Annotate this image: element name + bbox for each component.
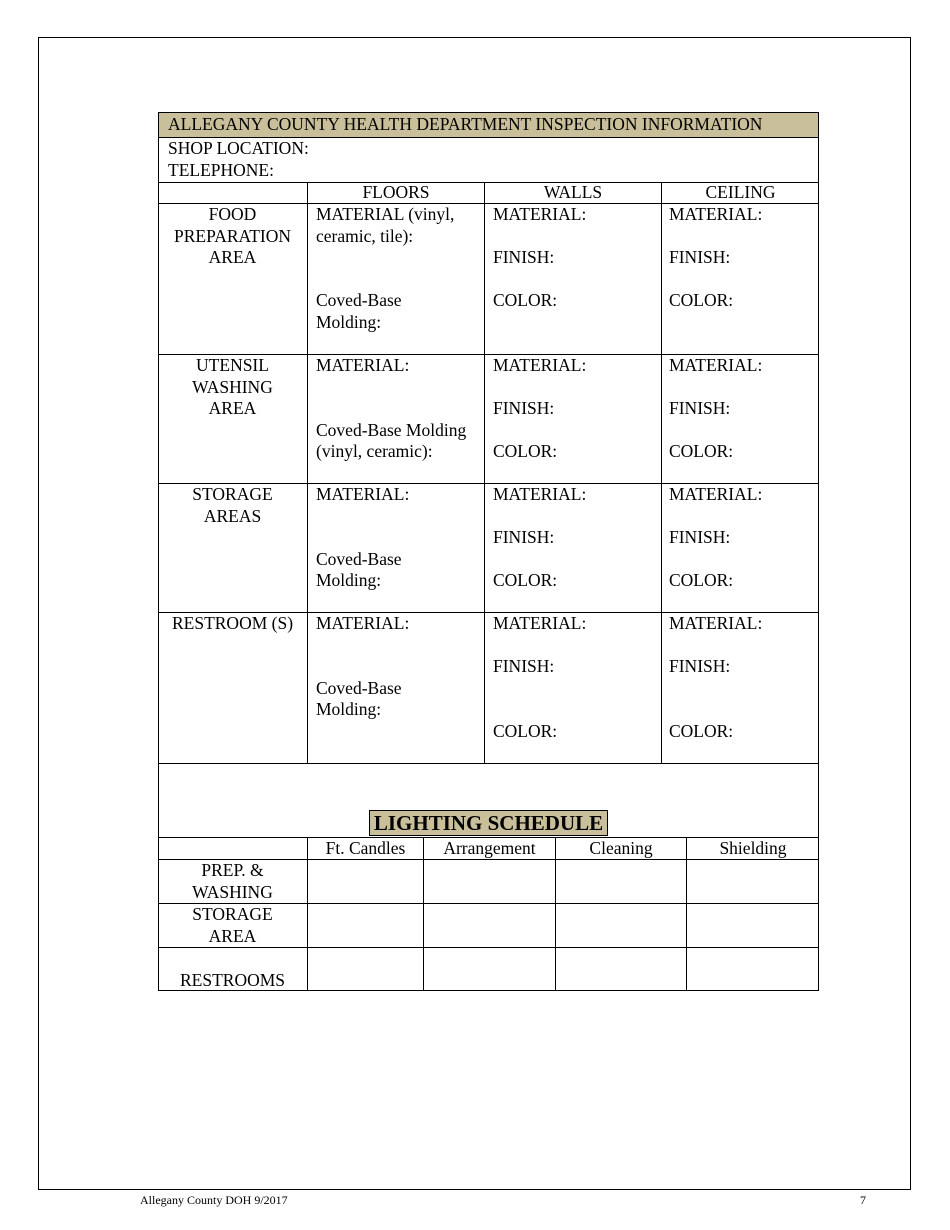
header-cleaning: Cleaning	[589, 838, 653, 858]
cell-walls-storage-areas[interactable]: MATERIAL: FINISH: COLOR:	[493, 484, 587, 590]
header-ft-candles: Ft. Candles	[325, 838, 406, 858]
inspection-form	[158, 112, 819, 991]
cell-floors-utensil-washing[interactable]: MATERIAL: Coved-Base Molding (vinyl, ceramic):	[316, 355, 467, 461]
rule	[686, 837, 687, 991]
form-title: ALLEGANY COUNTY HEALTH DEPARTMENT INSPECTION INFORMATION	[168, 114, 763, 134]
cell-ceiling-utensil-washing[interactable]: MATERIAL: FINISH: COLOR:	[669, 355, 763, 461]
header-shielding: Shielding	[719, 838, 787, 858]
footer-text: Allegany County DOH 9/2017	[140, 1193, 288, 1207]
rule	[484, 182, 485, 764]
lighting-row-storage-area: STORAGE AREA	[192, 904, 273, 946]
cell-walls-food-preparation[interactable]: MATERIAL: FINISH: COLOR:	[493, 204, 587, 310]
rule	[158, 763, 819, 764]
rule	[423, 837, 424, 991]
row-label-food-preparation: FOOD PREPARATION AREA	[173, 204, 292, 267]
cell-ceiling-food-preparation[interactable]: MATERIAL: FINISH: COLOR:	[669, 204, 763, 310]
lighting-schedule-title: LIGHTING SCHEDULE	[369, 810, 608, 836]
cell-floors-storage-areas[interactable]: MATERIAL: Coved-Base Molding:	[316, 484, 410, 590]
cell-floors-food-preparation[interactable]: MATERIAL (vinyl, ceramic, tile): Coved-Base Molding:	[316, 204, 455, 332]
header-floors: FLOORS	[362, 182, 430, 202]
shop-location-field[interactable]: SHOP LOCATION:	[168, 138, 309, 158]
cell-walls-utensil-washing[interactable]: MATERIAL: FINISH: COLOR:	[493, 355, 587, 461]
telephone-field[interactable]: TELEPHONE:	[168, 160, 274, 180]
row-label-restrooms: RESTROOM (S)	[171, 613, 294, 633]
cell-walls-restrooms[interactable]: MATERIAL: FINISH: COLOR:	[493, 613, 587, 741]
cell-ceiling-restrooms[interactable]: MATERIAL: FINISH: COLOR:	[669, 613, 763, 741]
rule	[307, 837, 308, 991]
page-number: 7	[860, 1193, 866, 1207]
lighting-row-restrooms: RESTROOMS	[179, 969, 286, 990]
rule	[555, 837, 556, 991]
lighting-row-prep-washing: PREP. & WASHING	[192, 860, 273, 902]
header-arrangement: Arrangement	[443, 838, 536, 858]
header-ceiling: CEILING	[705, 182, 776, 202]
header-walls: WALLS	[543, 182, 603, 202]
cell-floors-restrooms[interactable]: MATERIAL: Coved-Base Molding:	[316, 613, 410, 719]
cell-ceiling-storage-areas[interactable]: MATERIAL: FINISH: COLOR:	[669, 484, 763, 590]
row-label-utensil-washing: UTENSIL WASHING AREA	[192, 355, 273, 418]
row-label-storage-areas: STORAGE AREAS	[192, 484, 273, 526]
rule	[661, 182, 662, 764]
rule	[307, 182, 308, 764]
